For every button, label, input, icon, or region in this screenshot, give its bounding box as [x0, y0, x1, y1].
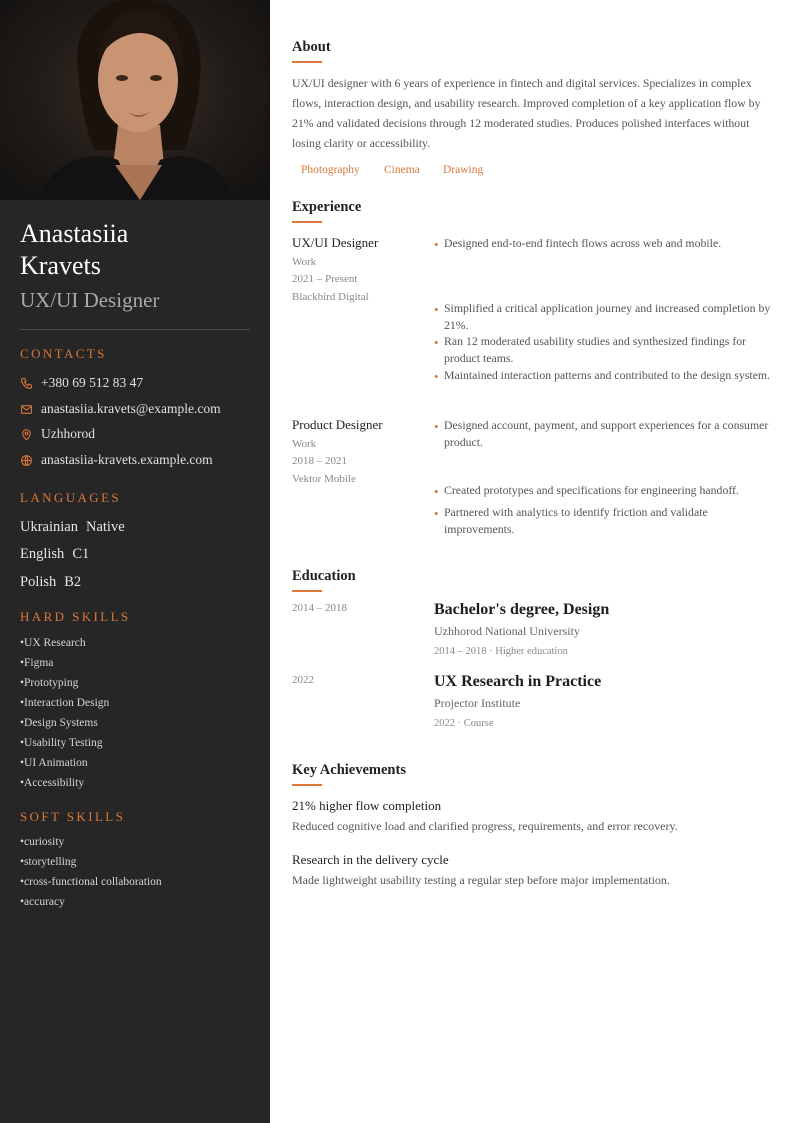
email-icon [20, 403, 33, 416]
education-school: Uzhhorod National University [434, 624, 580, 638]
full-name [20, 218, 250, 282]
job-bullet: • Created prototypes and specifications for engineering handoff. [434, 482, 774, 499]
job-type: Work [292, 438, 317, 450]
experience-underline [292, 221, 322, 223]
education-meta: 2022 · Course [434, 718, 494, 729]
language-item [20, 519, 125, 536]
job-title: UX/UI Designer [20, 288, 160, 312]
hard-skill-item: •Accessibility [20, 777, 85, 789]
hard-skill-item: •Figma [20, 657, 54, 669]
about-text: UX/UI designer with 6 years of experience in fintech and digital services. Specializes in complex flows, interaction design, and usability research. Improved completion of a key application flow by 21% and validated decisions through 12 moderated studies. Produces polished interfaces without losing clarity or accessibility. [292, 76, 761, 150]
contact-location [20, 426, 95, 442]
job-bullet: • Maintained interaction patterns and contributed to the design system. [434, 367, 774, 384]
job-type: Work [292, 256, 317, 268]
globe-icon [20, 454, 33, 467]
sidebar [0, 0, 270, 1123]
job-company: Vektor Mobile [292, 473, 356, 485]
website-text: anastasiia-kravets.example.com [41, 452, 213, 467]
job-bullet: • Designed account, payment, and support experiences for a consumer product. [434, 417, 774, 451]
achievement-title: 21% higher flow completion [292, 798, 442, 813]
education-school: Projector Institute [434, 696, 521, 710]
job-company: Blackbird Digital [292, 291, 369, 303]
interest-tag: Cinema [384, 164, 420, 176]
job-role: UX/UI Designer [292, 235, 379, 250]
education-meta: 2014 – 2018 · Higher education [434, 646, 568, 657]
sidebar-divider [20, 329, 250, 330]
achievement-title: Research in the delivery cycle [292, 852, 449, 867]
education-degree: UX Research in Practice [434, 673, 602, 690]
location-icon [20, 428, 33, 441]
email-text: anastasiia.kravets@example.com [41, 401, 221, 416]
education-degree: Bachelor's degree, Design [434, 601, 610, 618]
hard-skill-item: •UX Research [20, 637, 86, 649]
language-level: Native [85, 519, 125, 535]
language-level: B2 [64, 574, 82, 590]
language-item [20, 546, 89, 563]
language-name: Polish [20, 574, 57, 590]
soft-skill-item: •cross-functional collaboration [20, 876, 162, 888]
soft-skill-item: •curiosity [20, 836, 65, 848]
contacts-heading: CONTACTS [20, 346, 107, 361]
hard-skills-heading: HARD SKILLS [20, 609, 131, 624]
achievement-description: Made lightweight usability testing a regular step before major implementation. [292, 873, 670, 887]
hard-skill-item: •Usability Testing [20, 737, 103, 749]
profile-photo [0, 0, 270, 200]
language-name: English [20, 546, 65, 562]
phone-text: +380 69 512 83 47 [41, 375, 144, 390]
job-bullet: • Ran 12 moderated usability studies and synthesized findings for product teams. [434, 333, 774, 367]
education-heading: Education [292, 568, 356, 584]
soft-skills-heading: SOFT SKILLS [20, 809, 126, 824]
contact-email[interactable] [20, 401, 221, 417]
education-date: 2022 [292, 674, 314, 686]
education-date: 2014 – 2018 [292, 602, 347, 614]
soft-skill-item: •storytelling [20, 856, 77, 868]
language-name: Ukrainian [20, 519, 78, 535]
about-underline [292, 61, 322, 63]
hard-skill-item: •Interaction Design [20, 697, 110, 709]
job-bullet: • Partnered with analytics to identify friction and validate improvements. [434, 504, 774, 538]
job-period: 2018 – 2021 [292, 455, 347, 467]
location-text: Uzhhorod [41, 426, 95, 441]
language-item [20, 574, 81, 591]
about-heading: About [292, 39, 331, 55]
first-name: Anastasiia [20, 219, 129, 248]
interest-tag: Drawing [443, 164, 484, 176]
achievement-description: Reduced cognitive load and clarified progress, requirements, and error recovery. [292, 819, 678, 833]
contact-phone[interactable] [20, 375, 143, 391]
phone-icon [20, 377, 33, 390]
job-bullet: • Designed end-to-end fintech flows across web and mobile. [434, 235, 774, 252]
hard-skill-item: •UI Animation [20, 757, 88, 769]
languages-heading: LANGUAGES [20, 490, 122, 505]
experience-heading: Experience [292, 199, 362, 215]
achievements-heading: Key Achievements [292, 762, 406, 778]
hard-skill-item: •Prototyping [20, 677, 79, 689]
soft-skill-item: •accuracy [20, 896, 65, 908]
job-period: 2021 – Present [292, 273, 358, 285]
job-role: Product Designer [292, 417, 383, 432]
job-bullet: • Simplified a critical application journey and increased completion by 21%. [434, 300, 774, 334]
contact-website[interactable] [20, 452, 213, 468]
achievements-underline [292, 784, 322, 786]
interest-tag: Photography [301, 164, 360, 176]
language-level: C1 [72, 546, 90, 562]
last-name: Kravets [20, 251, 101, 280]
education-underline [292, 590, 322, 592]
hard-skill-item: •Design Systems [20, 717, 98, 729]
